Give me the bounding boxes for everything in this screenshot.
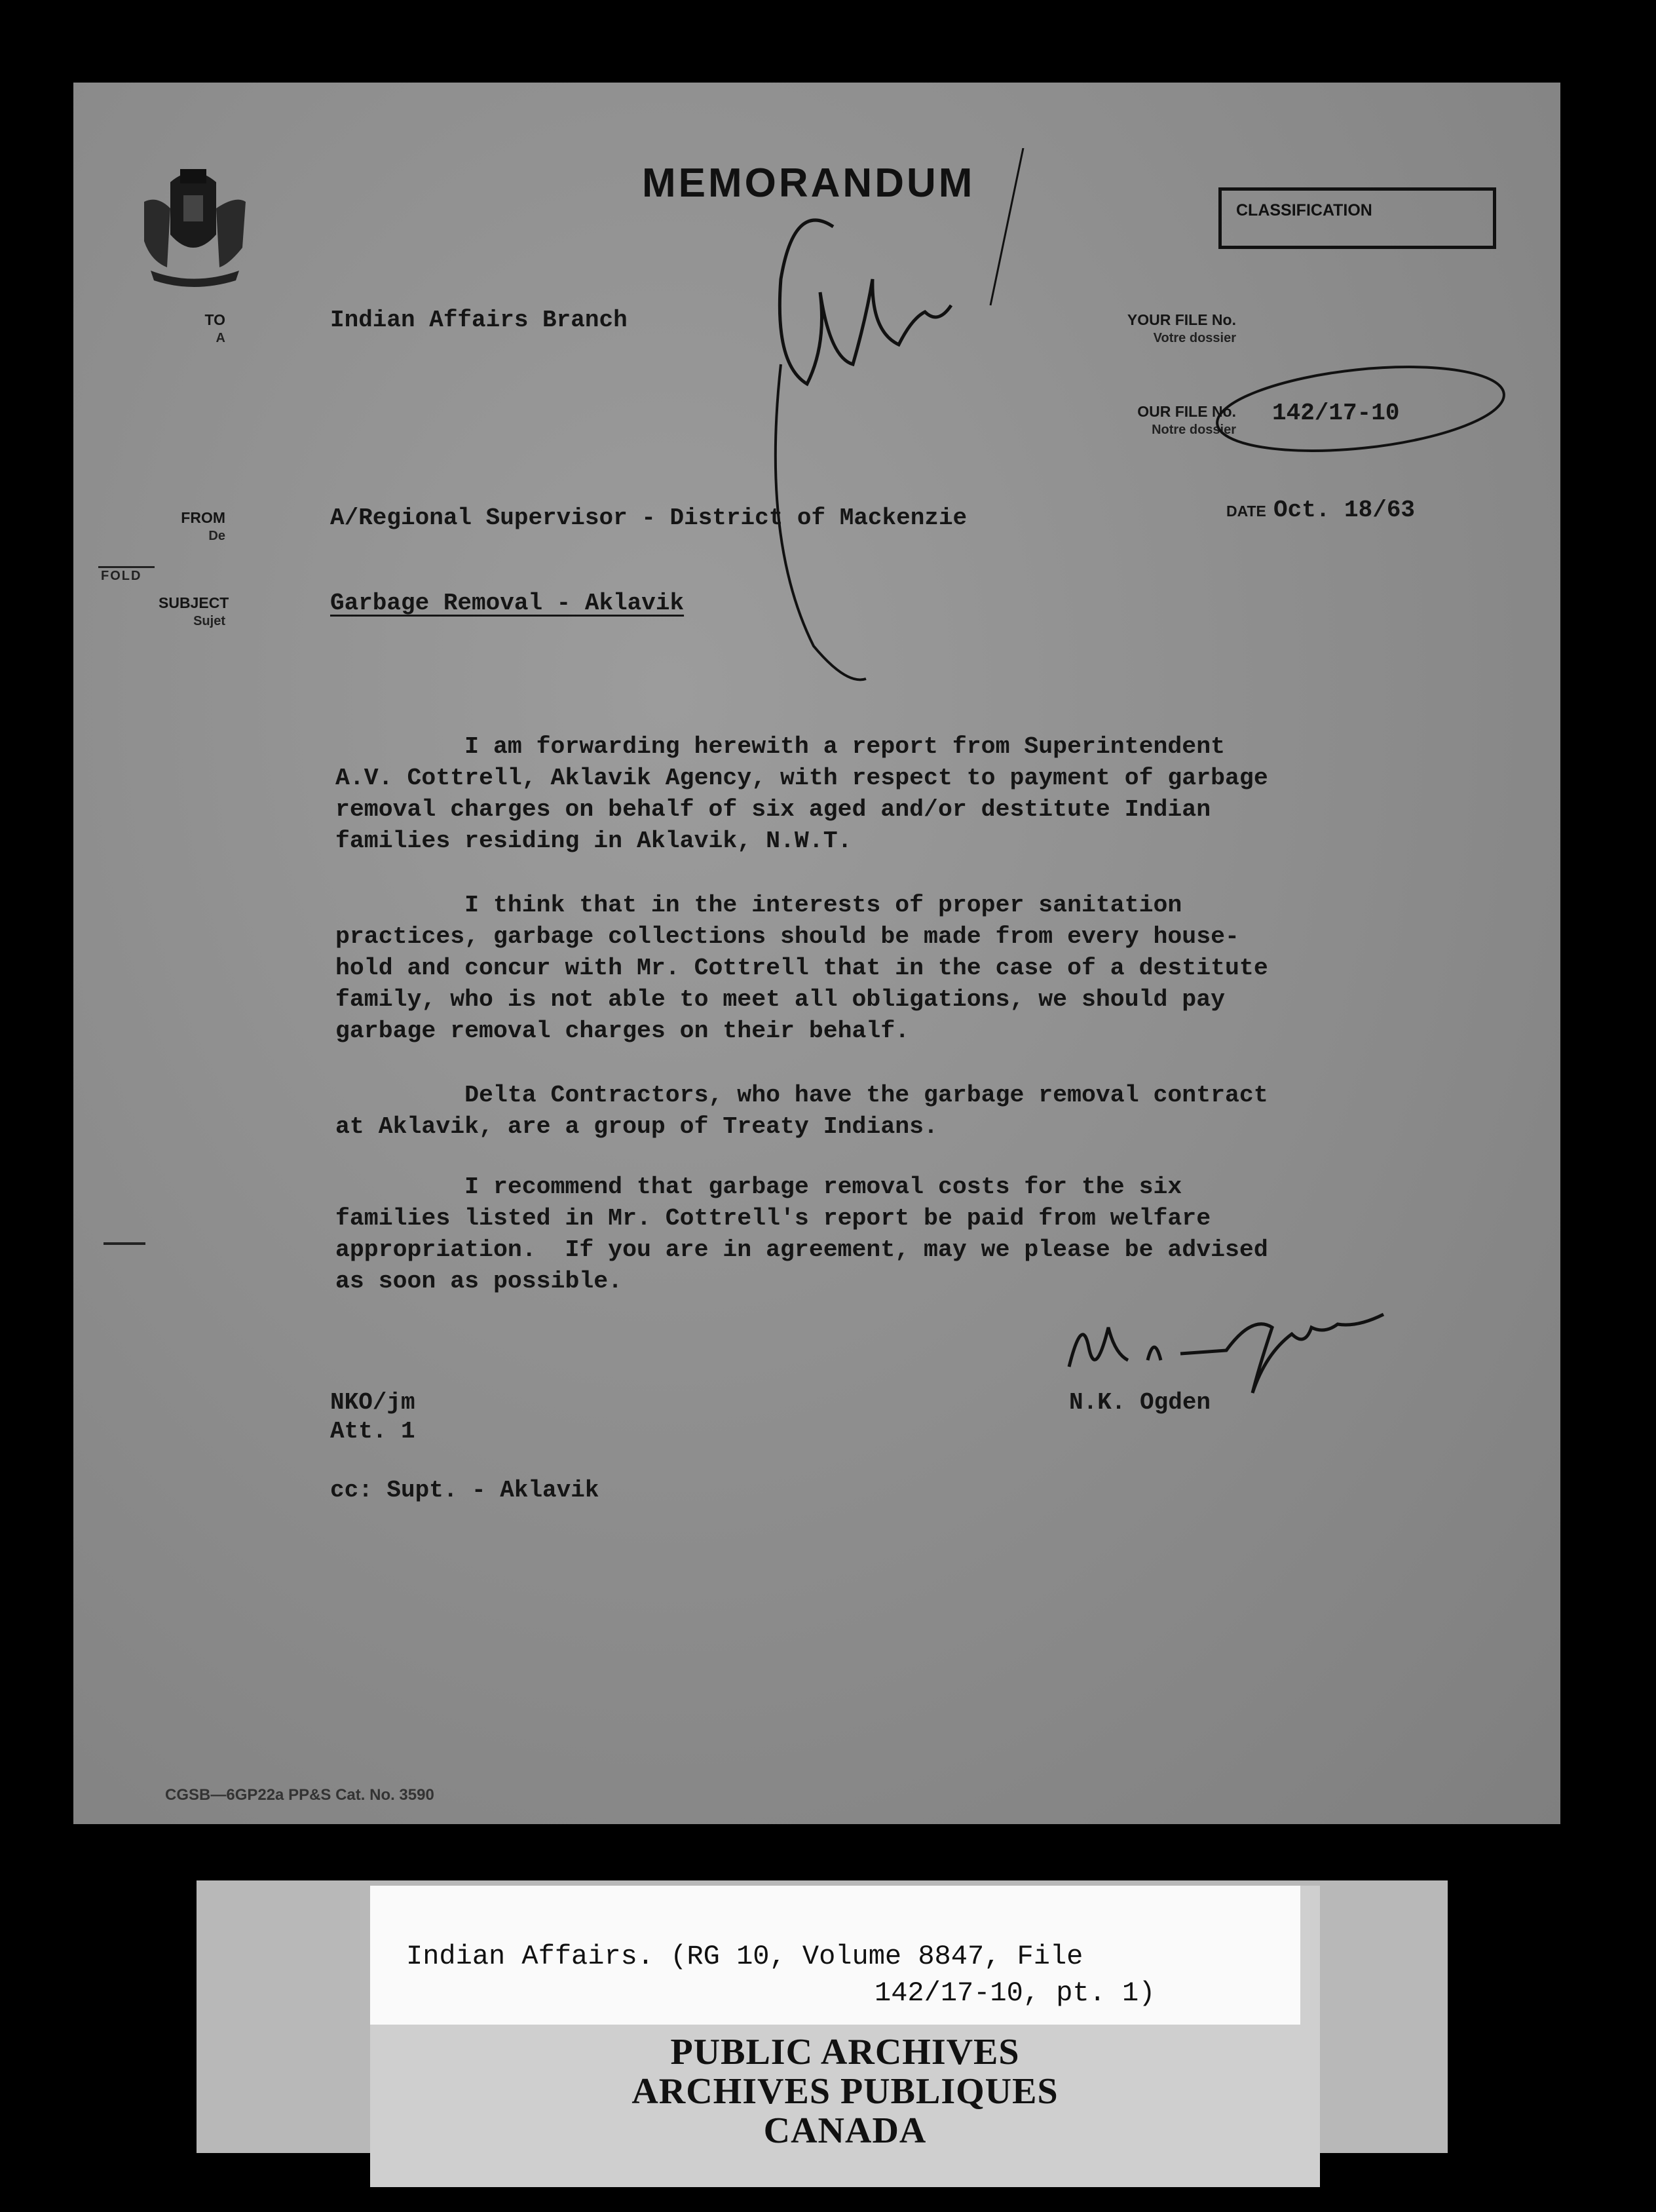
subject-label-fr: Sujet xyxy=(193,614,225,628)
from-label-en: FROM xyxy=(181,509,225,526)
archive-reference-line-2: 142/17-10, pt. 1) xyxy=(875,1977,1156,2009)
your-file-label xyxy=(1059,311,1236,347)
subject-value: Garbage Removal - Aklavik xyxy=(330,590,685,617)
handwritten-initials xyxy=(715,148,1069,698)
classification-label: CLASSIFICATION xyxy=(1236,201,1372,219)
archive-stamp-country: CANADA xyxy=(763,2110,927,2151)
margin-mark xyxy=(104,1242,145,1245)
archive-stamp-en: PUBLIC ARCHIVES xyxy=(670,2032,1020,2072)
body-paragraph-2: I think that in the interests of proper sanitation practices, garbage collections should be made from every house- hold and concur with Mr. Cottrell that in the case of a destitute family, who is not able to meet all obligations, we should pay garbage removal charges on their behalf. xyxy=(335,892,1268,1044)
from-value: A/Regional Supervisor - District of Mackenzie xyxy=(330,505,968,531)
attachment-note: Att. 1 xyxy=(330,1418,415,1445)
memo-page xyxy=(73,83,1560,1824)
our-file-label-fr: Notre dossier xyxy=(1152,423,1236,437)
our-file-value: 142/17-10 xyxy=(1272,400,1400,427)
archive-reference-line-1: Indian Affairs. (RG 10, Volume 8847, File xyxy=(406,1941,1083,1972)
to-label-fr: A xyxy=(216,331,225,345)
form-code: CGSB—6GP22a PP&S Cat. No. 3590 xyxy=(165,1786,434,1804)
to-label xyxy=(172,311,225,347)
your-file-label-fr: Votre dossier xyxy=(1153,331,1236,345)
to-label-en: TO xyxy=(204,311,225,328)
cc-line: cc: Supt. - Aklavik xyxy=(330,1477,599,1504)
subject-label xyxy=(159,594,229,630)
date-value: Oct. 18/63 xyxy=(1273,497,1416,524)
memo-title: MEMORANDUM xyxy=(642,161,975,206)
classification-box xyxy=(1218,187,1496,249)
coat-of-arms-icon xyxy=(131,156,255,287)
typist-initials: NKO/jm xyxy=(330,1389,415,1416)
from-label xyxy=(172,508,225,545)
file-number-circle xyxy=(1187,358,1534,456)
signatory-name: N.K. Ogden xyxy=(1069,1389,1211,1416)
archive-stamp-fr: ARCHIVES PUBLIQUES xyxy=(631,2071,1059,2112)
date-label: DATE xyxy=(1226,503,1266,520)
body-paragraph-4: I recommend that garbage removal costs for the six families listed in Mr. Cottrell's report be paid from welfare appropriation. If you are in agreement, may we please be advised as soon as possible. xyxy=(335,1173,1268,1295)
your-file-label-en: YOUR FILE No. xyxy=(1127,311,1236,328)
body-paragraph-3: Delta Contractors, who have the garbage removal contract at Aklavik, are a group of Treaty Indians. xyxy=(335,1082,1268,1140)
our-file-label-en: OUR FILE No. xyxy=(1137,403,1236,420)
fold-label: FOLD xyxy=(101,569,142,583)
to-value: Indian Affairs Branch xyxy=(330,307,628,334)
subject-label-en: SUBJECT xyxy=(159,594,229,611)
from-label-fr: De xyxy=(208,529,225,543)
fold-line xyxy=(98,566,155,568)
body-paragraph-1: I am forwarding herewith a report from Superintendent A.V. Cottrell, Aklavik Agency, with respect to payment of garbage removal charges on behalf of six aged and/or destitute Indian families residing in Aklavik, N.W.T. xyxy=(335,733,1268,854)
